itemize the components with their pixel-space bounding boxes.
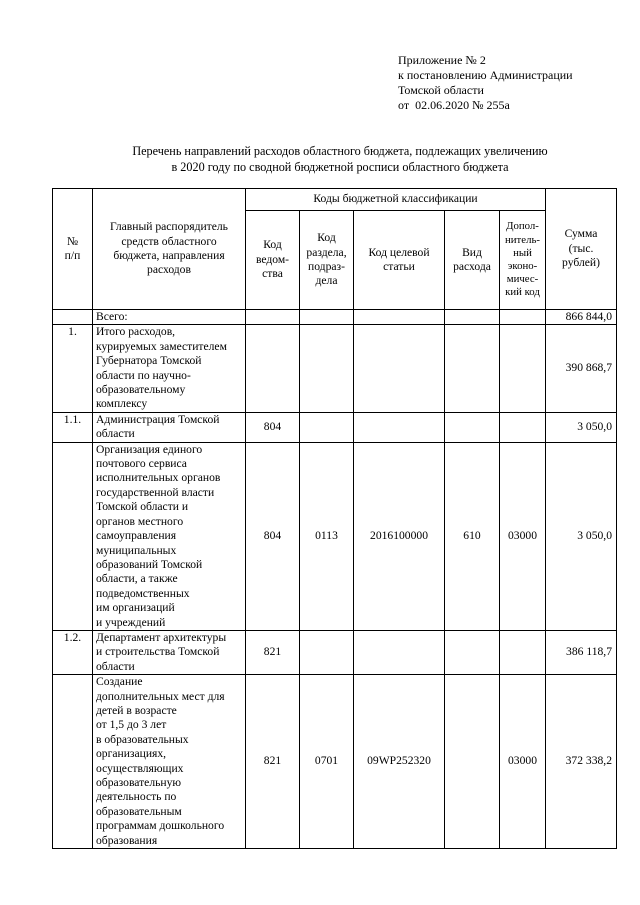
row-dept-code: 821	[246, 675, 300, 849]
row-name: Итого расходов, курируемых заместителем Губернатора Томской области по научно- образовательному комплексу	[93, 325, 246, 412]
total-num-cell	[53, 310, 93, 325]
row-name: Администрация Томской области	[93, 412, 246, 442]
expense-table	[52, 188, 617, 849]
row-section-code: 0701	[300, 675, 354, 849]
row-sum: 3 050,0	[546, 412, 617, 442]
total-label: Всего:	[93, 310, 246, 325]
row-section-code: 0113	[300, 442, 354, 630]
total-empty-cell	[300, 310, 354, 325]
total-empty-cell	[354, 310, 445, 325]
row-dept-code: 804	[246, 412, 300, 442]
row-section-code	[300, 630, 354, 674]
appendix-line: Томской области	[398, 83, 484, 97]
table-row	[53, 630, 617, 674]
row-kind-code	[445, 412, 500, 442]
row-econ-code: 03000	[500, 442, 546, 630]
header-dept: Код ведом- ства	[246, 211, 300, 310]
row-target-code	[354, 630, 445, 674]
row-kind-code: 610	[445, 442, 500, 630]
header-section: Код раздела, подраз- дела	[300, 211, 354, 310]
appendix-line: к постановлению Администрации	[398, 68, 573, 82]
document-title	[60, 143, 620, 175]
row-name: Организация единого почтового сервиса исполнительных органов государственной власти Томской области и органов местного самоуправления муниципальных образований Томской области, а также подведомственных им организаций и учреждений	[93, 442, 246, 630]
row-sum: 390 868,7	[546, 325, 617, 412]
row-target-code: 2016100000	[354, 442, 445, 630]
row-section-code	[300, 325, 354, 412]
row-kind-code	[445, 325, 500, 412]
row-num: 1.2.	[53, 630, 93, 674]
total-sum: 866 844,0	[546, 310, 617, 325]
table-row	[53, 442, 617, 630]
row-num: 1.1.	[53, 412, 93, 442]
table-row	[53, 412, 617, 442]
total-empty-cell	[500, 310, 546, 325]
row-num: 1.	[53, 325, 93, 412]
table-row	[53, 675, 617, 849]
row-econ-code	[500, 630, 546, 674]
appendix-line: от 02.06.2020 № 255а	[398, 98, 510, 112]
header-kind: Вид расхода	[445, 211, 500, 310]
row-dept-code	[246, 325, 300, 412]
row-name: Департамент архитектуры и строительства Томской области	[93, 630, 246, 674]
header-econ: Допол- нитель- ный эконо- мичес- кий код	[500, 211, 546, 310]
header-codes-group: Коды бюджетной классификации	[246, 189, 546, 211]
row-section-code	[300, 412, 354, 442]
row-name: Создание дополнительных мест для детей в возрасте от 1,5 до 3 лет в образовательных организациях, осуществляющих образовательную деятельность по образовательным программам дошкольного образования	[93, 675, 246, 849]
title-line: в 2020 году по сводной бюджетной росписи областного бюджета	[171, 160, 509, 174]
row-target-code	[354, 325, 445, 412]
row-dept-code: 804	[246, 442, 300, 630]
header-sum: Сумма (тыс. рублей)	[546, 189, 617, 310]
header-target: Код целевой статьи	[354, 211, 445, 310]
row-sum: 3 050,0	[546, 442, 617, 630]
row-kind-code	[445, 675, 500, 849]
total-empty-cell	[445, 310, 500, 325]
row-econ-code: 03000	[500, 675, 546, 849]
row-dept-code: 821	[246, 630, 300, 674]
table-row	[53, 325, 617, 412]
row-target-code: 09WP252320	[354, 675, 445, 849]
appendix-block	[398, 53, 573, 113]
header-name: Главный распорядитель средств областного бюджета, направления расходов	[93, 189, 246, 310]
header-num: № п/п	[53, 189, 93, 310]
row-sum: 372 338,2	[546, 675, 617, 849]
row-num	[53, 442, 93, 630]
title-line: Перечень направлений расходов областного бюджета, подлежащих увеличению	[132, 144, 548, 158]
total-empty-cell	[246, 310, 300, 325]
row-num	[53, 675, 93, 849]
appendix-line: Приложение № 2	[398, 53, 486, 67]
row-econ-code	[500, 325, 546, 412]
row-sum: 386 118,7	[546, 630, 617, 674]
row-kind-code	[445, 630, 500, 674]
row-target-code	[354, 412, 445, 442]
row-econ-code	[500, 412, 546, 442]
